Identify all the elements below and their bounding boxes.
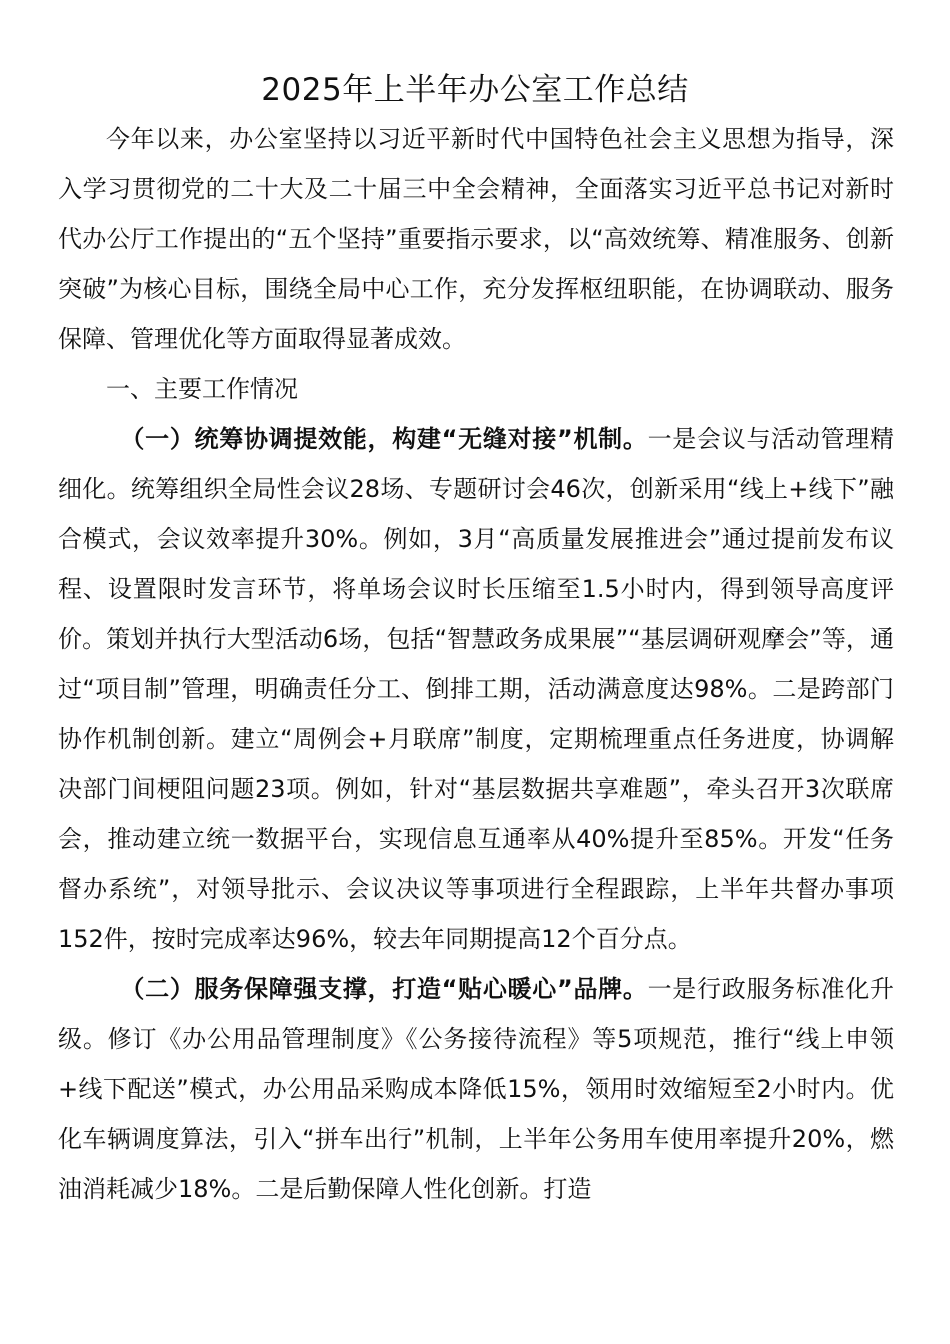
subsection-1-paragraph	[58, 414, 894, 964]
subsection-2-text: 一是行政服务标准化升级。修订《办公用品管理制度》《公务接待流程》等5项规范，推行“线上申领+线下配送”模式，办公用品采购成本降低15%，领用时效缩短至2小时内。优化车辆调度算法，引入“拼车出行”机制，上半年公务用车使用率提升20%，燃油消耗减少18%。二是后勤保障人性化创新。打造	[58, 975, 894, 1203]
subsection-1-text: 一是会议与活动管理精细化。统筹组织全局性会议28场、专题研讨会46次，创新采用“线上+线下”融合模式，会议效率提升30%。例如，3月“高质量发展推进会”通过提前发布议程、设置限时发言环节，将单场会议时长压缩至1.5小时内，得到领导高度评价。策划并执行大型活动6场，包括“智慧政务成果展”“基层调研观摩会”等，通过“项目制”管理，明确责任分工、倒排工期，活动满意度达98%。二是跨部门协作机制创新。建立“周例会+月联席”制度，定期梳理重点任务进度，协调解决部门间梗阻问题23项。例如，针对“基层数据共享难题”，牵头召开3次联席会，推动建立统一数据平台，实现信息互通率从40%提升至85%。开发“任务督办系统”，对领导批示、会议决议等事项进行全程跟踪，上半年共督办事项152件，按时完成率达96%，较去年同期提高12个百分点。	[58, 425, 894, 953]
document-body	[58, 114, 894, 1214]
subsection-1-heading: （一）统筹协调提效能，构建“无缝对接”机制。	[120, 425, 648, 453]
section-heading-text: 一、主要工作情况	[106, 375, 298, 403]
intro-paragraph-text: 今年以来，办公室坚持以习近平新时代中国特色社会主义思想为指导，深入学习贯彻党的二十大及二十届三中全会精神，全面落实习近平总书记对新时代办公厅工作提出的“五个坚持”重要指示要求，以“高效统筹、精准服务、创新突破”为核心目标，围绕全局中心工作，充分发挥枢纽职能，在协调联动、服务保障、管理优化等方面取得显著成效。	[58, 125, 894, 353]
intro-paragraph	[58, 114, 894, 364]
subsection-2-paragraph	[58, 964, 894, 1214]
subsection-2-heading: （二）服务保障强支撑，打造“贴心暖心”品牌。	[120, 975, 648, 1003]
section-heading	[58, 364, 894, 414]
document-title: 2025年上半年办公室工作总结	[261, 72, 689, 108]
